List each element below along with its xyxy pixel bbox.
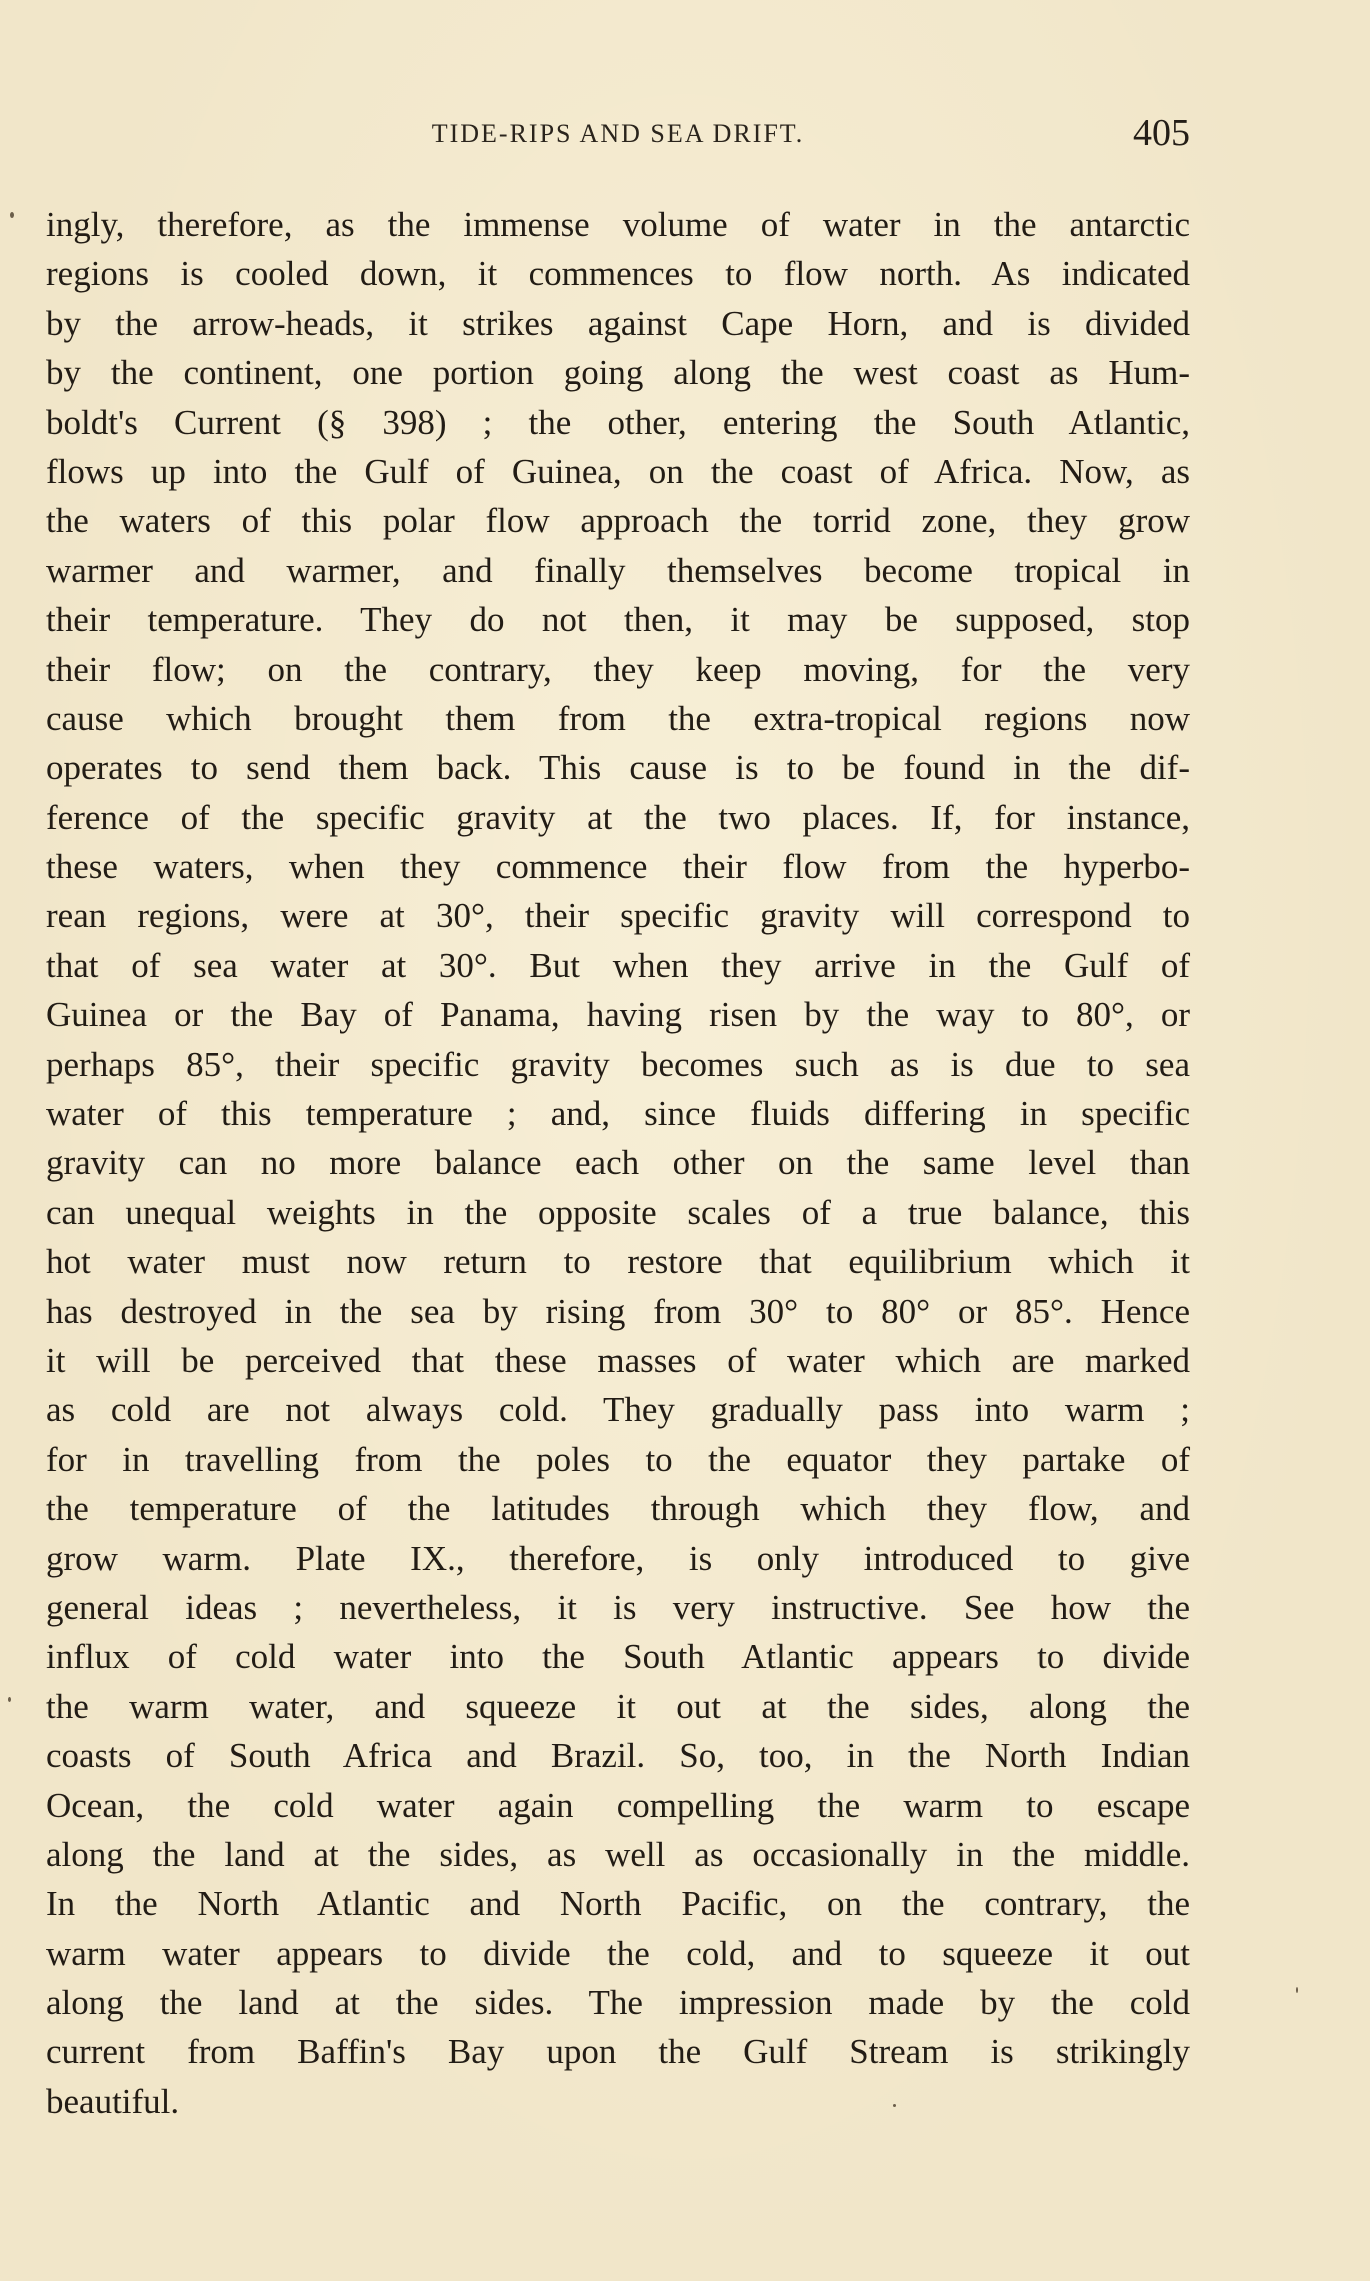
text-line: regions is cooled down, it commences to flow north. As indicated: [46, 254, 1190, 294]
paper-speck: [8, 1697, 11, 1702]
text-line: boldt's Current (§ 398) ; the other, entering the South Atlantic,: [46, 402, 1190, 442]
paper-speck: [10, 212, 14, 218]
text-line: Ocean, the cold water again compelling the warm to escape: [46, 1785, 1190, 1825]
page-number: 405: [1133, 112, 1190, 154]
paper-speck: [893, 2104, 896, 2107]
text-line: operates to send them back. This cause is to be found in the dif-: [46, 748, 1190, 788]
text-line: the temperature of the latitudes through which they flow, and: [46, 1489, 1190, 1529]
text-line: influx of cold water into the South Atlantic appears to divide: [46, 1637, 1190, 1677]
text-line: the warm water, and squeeze it out at the sides, along the: [46, 1686, 1190, 1726]
text-line: it will be perceived that these masses of water which are marked: [46, 1340, 1190, 1380]
text-line: by the continent, one portion going along the west coast as Hum-: [46, 353, 1190, 393]
body-paragraph: [46, 200, 1190, 2126]
text-line: current from Baffin's Bay upon the Gulf Stream is strikingly: [46, 2032, 1190, 2072]
text-line: hot water must now return to restore that equilibrium which it: [46, 1242, 1190, 1282]
text-line: along the land at the sides. The impression made by the cold: [46, 1983, 1190, 2023]
text-line: coasts of South Africa and Brazil. So, too, in the North Indian: [46, 1736, 1190, 1776]
text-line: general ideas ; nevertheless, it is very instructive. See how the: [46, 1587, 1190, 1627]
text-line: can unequal weights in the opposite scales of a true balance, this: [46, 1192, 1190, 1232]
text-line: flows up into the Gulf of Guinea, on the coast of Africa. Now, as: [46, 451, 1190, 491]
text-line: perhaps 85°, their specific gravity becomes such as is due to sea: [46, 1044, 1190, 1084]
text-line: Guinea or the Bay of Panama, having risen by the way to 80°, or: [46, 995, 1190, 1035]
text-line: ference of the specific gravity at the two places. If, for instance,: [46, 797, 1190, 837]
text-line: grow warm. Plate IX., therefore, is only introduced to give: [46, 1538, 1190, 1578]
text-line: In the North Atlantic and North Pacific, on the contrary, the: [46, 1884, 1190, 1924]
text-line: warm water appears to divide the cold, and to squeeze it out: [46, 1933, 1190, 1973]
text-line: warmer and warmer, and finally themselves become tropical in: [46, 550, 1190, 590]
text-line: rean regions, were at 30°, their specific gravity will correspond to: [46, 896, 1190, 936]
text-line: these waters, when they commence their flow from the hyperbo-: [46, 847, 1190, 887]
text-line: gravity can no more balance each other on the same level than: [46, 1143, 1190, 1183]
text-line: that of sea water at 30°. But when they arrive in the Gulf of: [46, 945, 1190, 985]
text-line: water of this temperature ; and, since fluids differing in specific: [46, 1094, 1190, 1134]
text-line: as cold are not always cold. They gradually pass into warm ;: [46, 1390, 1190, 1430]
text-line: has destroyed in the sea by rising from 30° to 80° or 85°. Hence: [46, 1291, 1190, 1331]
text-line: their flow; on the contrary, they keep moving, for the very: [46, 649, 1190, 689]
text-line: the waters of this polar flow approach the torrid zone, they grow: [46, 501, 1190, 541]
text-line: along the land at the sides, as well as occasionally in the middle.: [46, 1834, 1190, 1874]
text-line: their temperature. They do not then, it may be supposed, stop: [46, 600, 1190, 640]
paper-speck: [1296, 1987, 1298, 1993]
running-head: [46, 112, 1190, 159]
text-line: ingly, therefore, as the immense volume of water in the antarctic: [46, 205, 1190, 244]
running-title: TIDE-RIPS AND SEA DRIFT.: [431, 119, 805, 148]
text-line: by the arrow-heads, it strikes against Cape Horn, and is divided: [46, 303, 1190, 343]
text-line: for in travelling from the poles to the equator they partake of: [46, 1439, 1190, 1479]
text-line: cause which brought them from the extra-tropical regions now: [46, 698, 1190, 738]
text-line: beautiful.: [46, 2081, 180, 2121]
